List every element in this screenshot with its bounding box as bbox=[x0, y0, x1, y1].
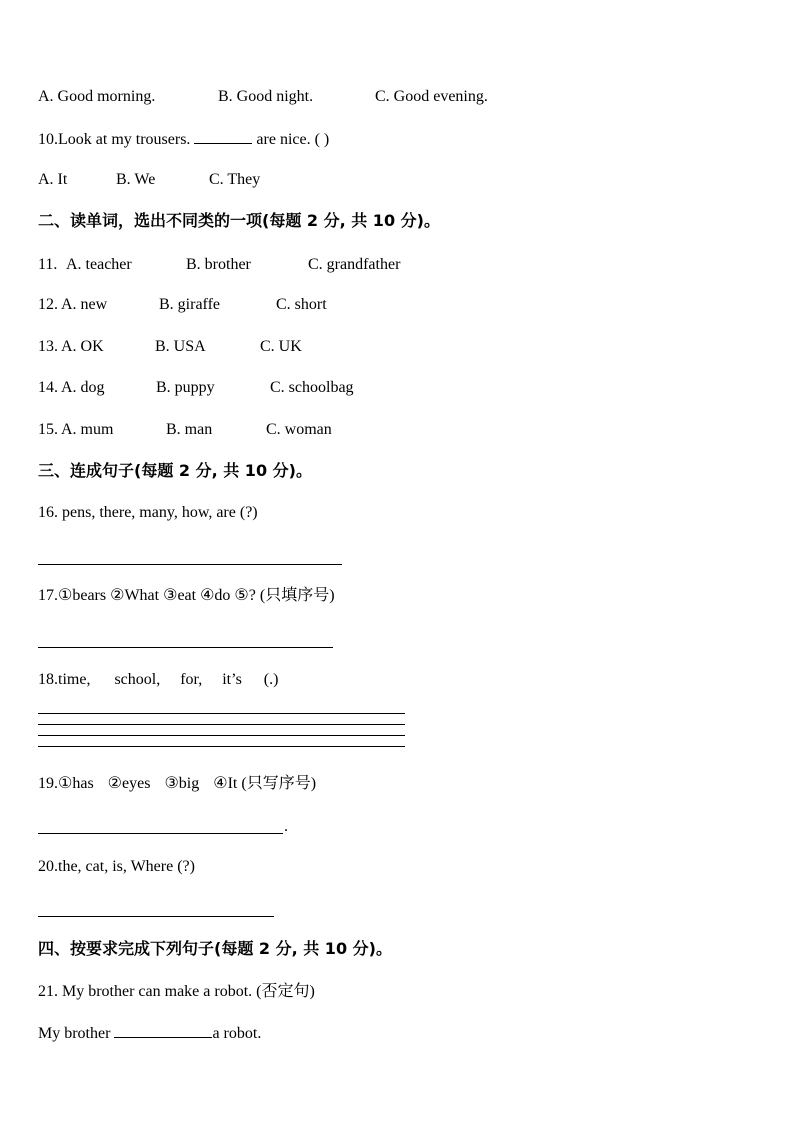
q16-prompt: 16. pens, there, many, how, are (?) bbox=[38, 504, 258, 521]
q15-number: 15. bbox=[38, 421, 58, 438]
q20-prompt: 20.the, cat, is, Where (?) bbox=[38, 858, 195, 875]
q13-option-b: B. USA bbox=[155, 338, 206, 355]
q18-answer-line-3[interactable] bbox=[38, 735, 405, 736]
q17-prompt: 17.①bears ②What ③eat ④do ⑤? (只填序号) bbox=[38, 587, 335, 604]
q20-answer-line[interactable] bbox=[38, 916, 274, 917]
q18-answer-line-4[interactable] bbox=[38, 746, 405, 747]
q18-answer-line-2[interactable] bbox=[38, 724, 405, 725]
q14-option-a: A. dog bbox=[61, 379, 105, 396]
q13-option-c: C. UK bbox=[260, 338, 302, 355]
q18-word-4: it’s bbox=[222, 671, 242, 688]
q19-answer-line[interactable] bbox=[38, 833, 283, 834]
q21-prompt: 21. My brother can make a robot. (否定句) bbox=[38, 983, 315, 1000]
q18-word-2: school, bbox=[114, 671, 161, 688]
q16-answer-line[interactable] bbox=[38, 564, 342, 565]
q10-blank[interactable] bbox=[194, 129, 252, 144]
q15-option-b: B. man bbox=[166, 421, 213, 438]
q21-answer-before: My brother bbox=[38, 1025, 115, 1042]
q21-blank[interactable] bbox=[114, 1023, 212, 1038]
section-3-title: 三、连成句子(每题 2 分, 共 10 分)。 bbox=[38, 461, 312, 480]
q10-option-b: B. We bbox=[116, 171, 156, 188]
q17-answer-line[interactable] bbox=[38, 647, 333, 648]
q10-text-before: 10.Look at my trousers. bbox=[38, 131, 195, 148]
q19-word-3: ③big bbox=[164, 775, 200, 792]
q18-word-5: (.) bbox=[263, 671, 279, 688]
q13-option-a: A. OK bbox=[61, 338, 104, 355]
q14-option-b: B. puppy bbox=[156, 379, 215, 396]
q10-question bbox=[38, 129, 329, 150]
q9-option-c: C. Good evening. bbox=[375, 88, 488, 105]
section-4-title: 四、按要求完成下列句子(每题 2 分, 共 10 分)。 bbox=[38, 939, 392, 958]
q10-option-a: A. It bbox=[38, 171, 68, 188]
q12-option-b: B. giraffe bbox=[159, 296, 221, 313]
q19-word-2: ②eyes bbox=[107, 775, 151, 792]
q21-answer-after: a robot. bbox=[212, 1025, 262, 1042]
q11-option-b: B. brother bbox=[186, 256, 251, 273]
q14-number: 14. bbox=[38, 379, 58, 396]
q12-number: 12. bbox=[38, 296, 58, 313]
section-2-title: 二、读单词，选出不同类的一项(每题 2 分, 共 10 分)。 bbox=[38, 211, 440, 230]
q10-option-c: C. They bbox=[209, 171, 261, 188]
q10-text-after: are nice. ( ) bbox=[252, 131, 330, 148]
q13-number: 13. bbox=[38, 338, 58, 355]
q19-word-1: 19.①has bbox=[38, 775, 94, 792]
q19-word-4: ④It (只写序号) bbox=[213, 775, 317, 792]
q18-word-1: 18.time, bbox=[38, 671, 91, 688]
q11-option-a: A. teacher bbox=[66, 256, 132, 273]
q18-prompt bbox=[38, 670, 278, 690]
q15-option-c: C. woman bbox=[266, 421, 332, 438]
q15-option-a: A. mum bbox=[61, 421, 114, 438]
q11-number: 11. bbox=[38, 256, 58, 273]
q14-option-c: C. schoolbag bbox=[270, 379, 354, 396]
q21-answer bbox=[38, 1023, 261, 1044]
q12-option-a: A. new bbox=[61, 296, 108, 313]
q9-option-b: B. Good night. bbox=[218, 88, 314, 105]
q9-option-a: A. Good morning. bbox=[38, 88, 156, 105]
q19-period: . bbox=[284, 818, 288, 835]
q19-prompt bbox=[38, 774, 316, 794]
q18-answer-line-1[interactable] bbox=[38, 713, 405, 714]
q12-option-c: C. short bbox=[276, 296, 327, 313]
q18-word-3: for, bbox=[180, 671, 203, 688]
q11-option-c: C. grandfather bbox=[308, 256, 401, 273]
